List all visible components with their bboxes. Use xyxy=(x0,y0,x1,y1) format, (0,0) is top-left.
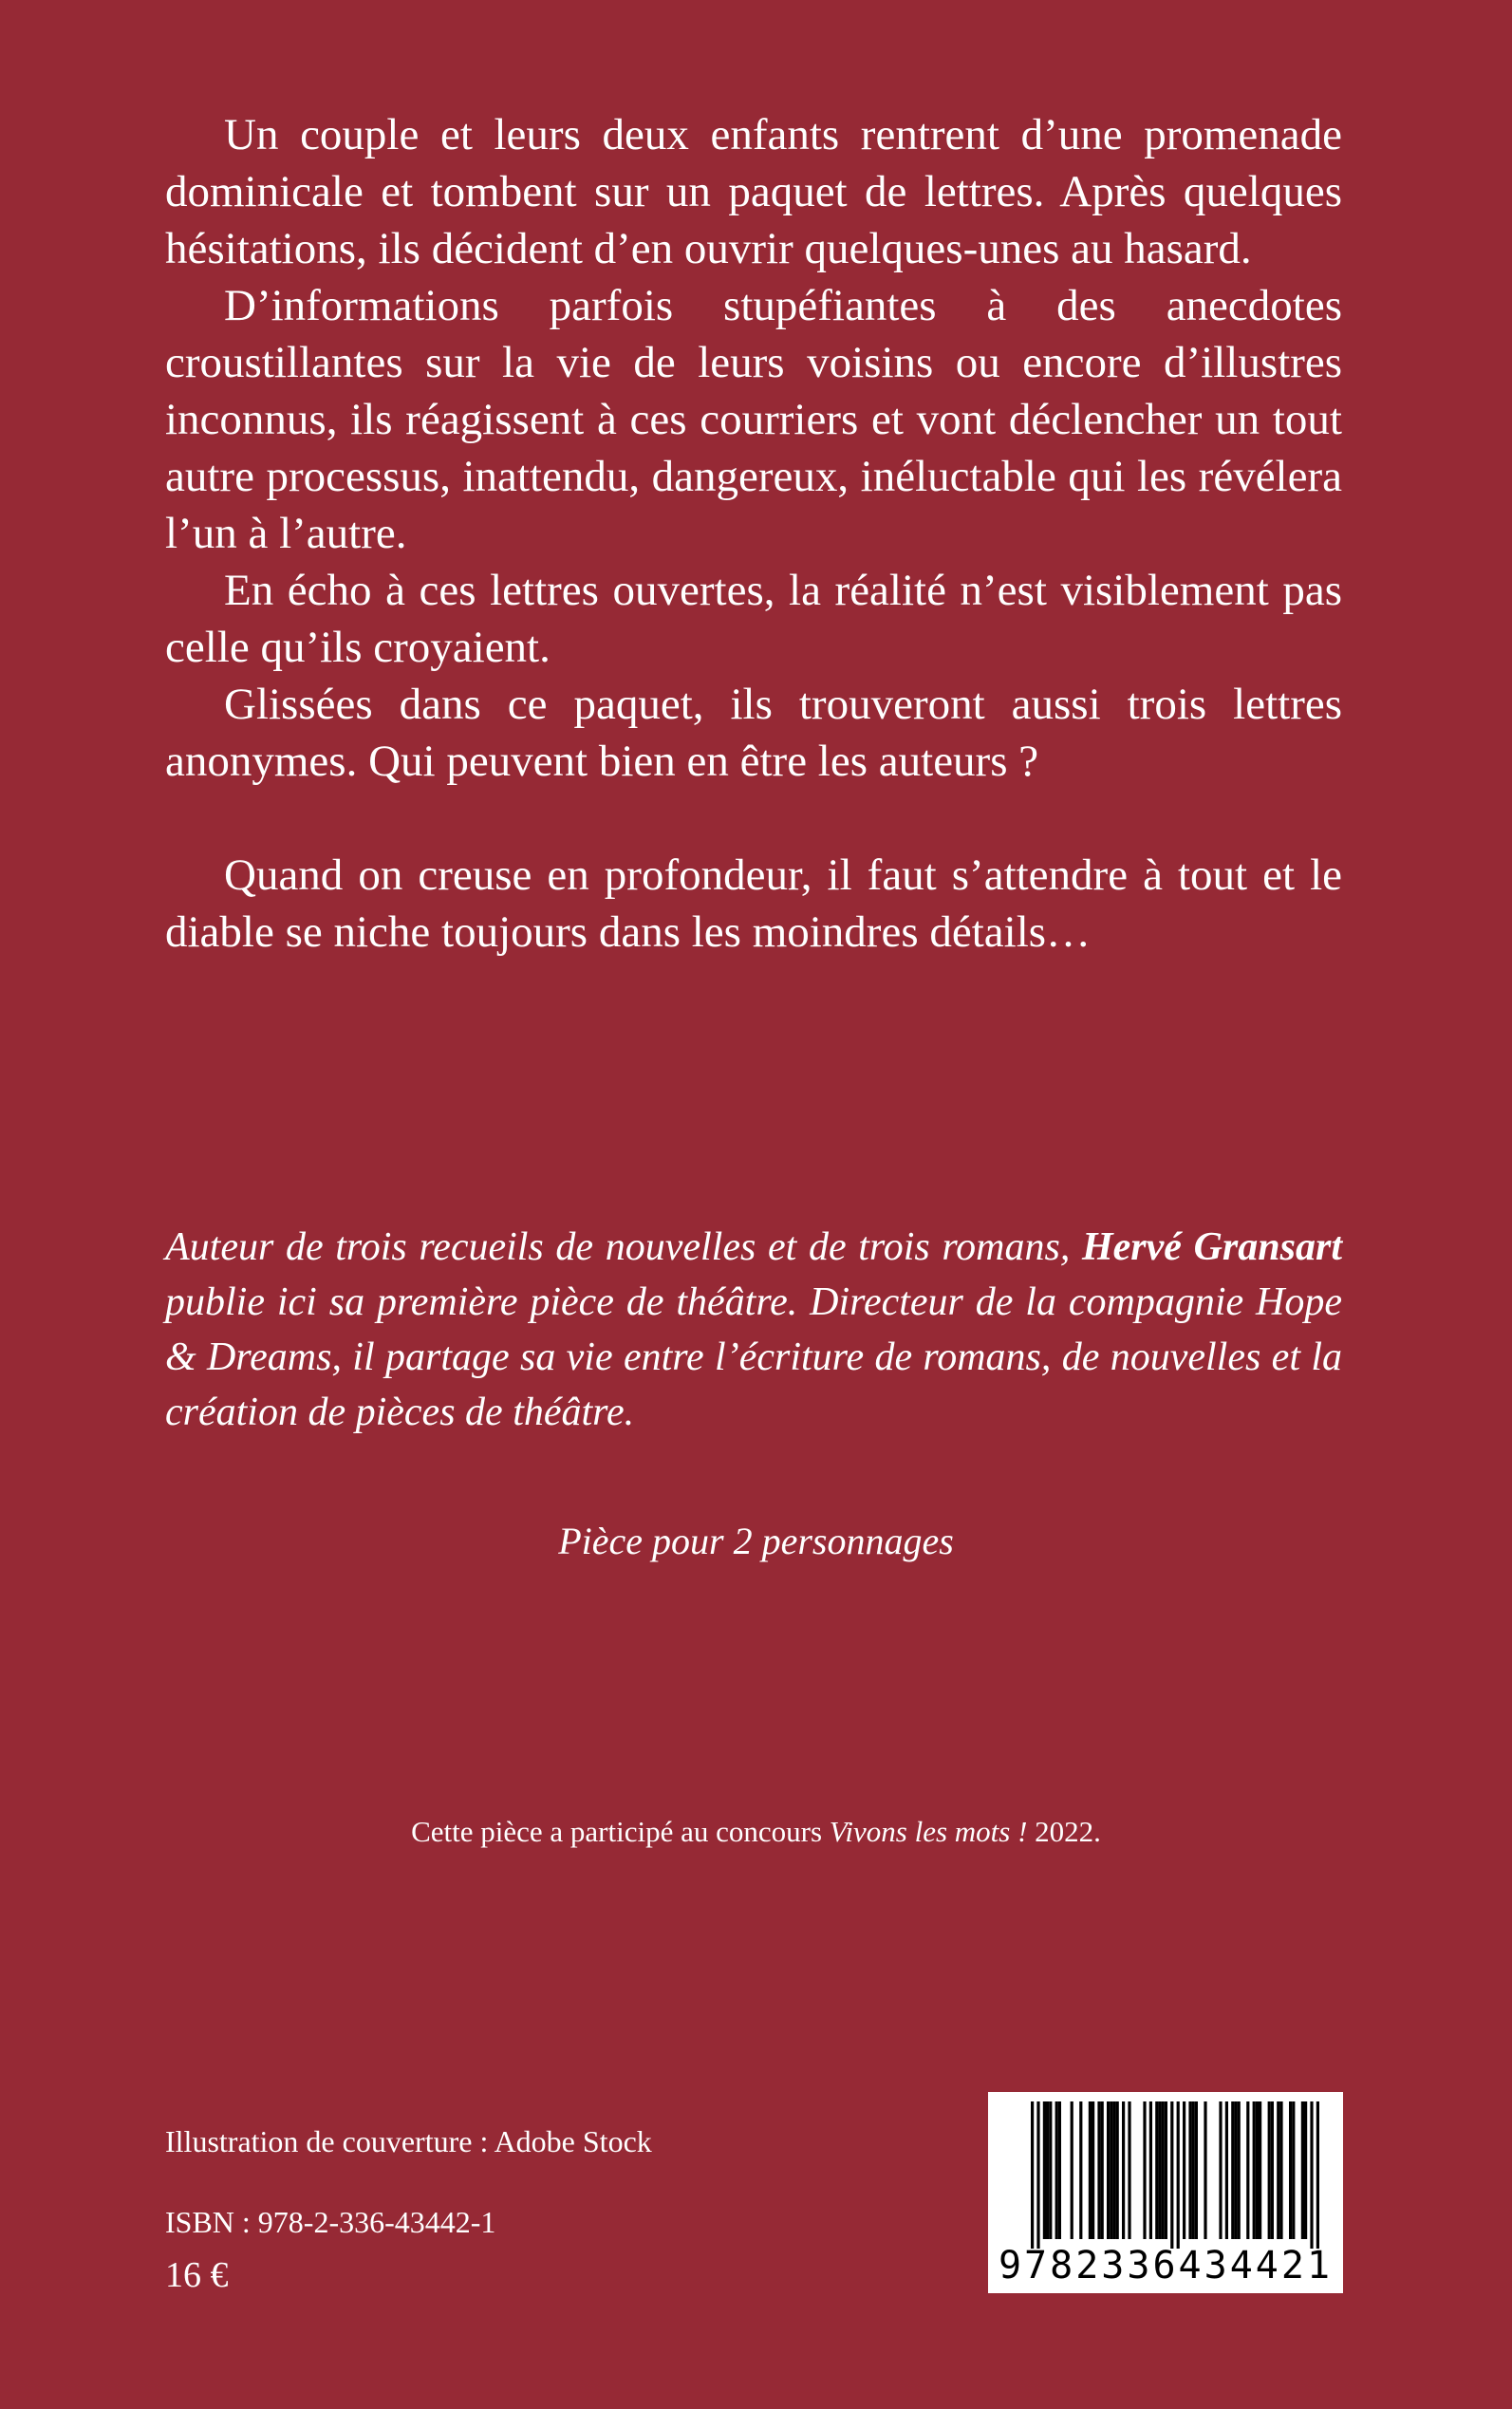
barcode-bar xyxy=(1043,2101,1046,2239)
barcode xyxy=(988,2092,1343,2293)
barcode-bar xyxy=(1188,2101,1191,2239)
barcode-bar xyxy=(1277,2101,1279,2239)
barcode-bar xyxy=(1219,2101,1222,2239)
barcode-bar xyxy=(1304,2101,1307,2239)
barcode-bar xyxy=(1110,2101,1112,2239)
barcode-bar xyxy=(1253,2101,1256,2239)
paragraph-gap xyxy=(165,790,1342,847)
blurb-paragraph-4: Glissées dans ce paquet, ils trouveront aussi trois lettres anonymes. Qui peuvent bien en être les auteurs ? xyxy=(165,680,1342,786)
barcode-bar xyxy=(1079,2101,1082,2239)
barcode-bar xyxy=(1238,2101,1241,2239)
barcode-bar xyxy=(1279,2101,1282,2239)
character-count: Pièce pour 2 personnages xyxy=(558,1520,954,1562)
barcode-bar xyxy=(1170,2101,1173,2249)
barcode-bar xyxy=(1234,2101,1237,2239)
barcode-bar xyxy=(1122,2101,1125,2239)
barcode-bar xyxy=(1143,2101,1146,2239)
author-bio xyxy=(165,1220,1342,1440)
barcode-bar xyxy=(1112,2101,1115,2239)
barcode-bar xyxy=(1246,2101,1249,2239)
barcode-bars xyxy=(988,2092,1343,2249)
barcode-bar xyxy=(1225,2101,1228,2239)
barcode-bar xyxy=(1268,2101,1271,2239)
barcode-bar xyxy=(1071,2101,1073,2239)
barcode-bar xyxy=(1310,2101,1313,2249)
barcode-bar xyxy=(1192,2101,1195,2239)
barcode-bar xyxy=(1097,2101,1100,2239)
blurb-paragraph-1: Un couple et leurs deux enfants rentrent d’une promenade dominicale et tombent sur un paquet de lettres. Après quelques hésitations, ils décident d’en ouvrir quelques-unes au hasard. xyxy=(165,110,1342,273)
barcode-bar xyxy=(1036,2101,1039,2249)
barcode-bar xyxy=(1183,2101,1185,2239)
barcode-bar xyxy=(1101,2101,1104,2239)
barcode-bar xyxy=(1289,2101,1292,2239)
barcode-bar xyxy=(1177,2101,1180,2249)
contest-note xyxy=(0,1815,1512,1849)
barcode-bar xyxy=(1292,2101,1295,2239)
barcode-bar xyxy=(1107,2101,1110,2239)
barcode-bar xyxy=(1301,2101,1304,2239)
barcode-bar xyxy=(1155,2101,1158,2239)
barcode-bar xyxy=(1089,2101,1092,2239)
barcode-bar xyxy=(1231,2101,1234,2239)
barcode-bar xyxy=(1158,2101,1161,2239)
barcode-bar xyxy=(1149,2101,1152,2239)
barcode-bar xyxy=(1055,2101,1058,2239)
barcode-bar xyxy=(1162,2101,1165,2239)
barcode-bar xyxy=(1204,2101,1206,2239)
blurb xyxy=(165,106,1342,961)
barcode-bar xyxy=(1128,2101,1130,2239)
barcode-bar xyxy=(1049,2101,1052,2239)
barcode-bar xyxy=(1046,2101,1049,2239)
contest-year: 2022. xyxy=(1027,1815,1101,1848)
author-bio-rest: publie ici sa première pièce de théâtre. Directeur de la compagnie Hope & Dreams, il partage sa vie entre l’écriture de romans, de nouvelles et la création de pièces de théâtre. xyxy=(165,1280,1342,1434)
blurb-paragraph-5: Quand on creuse en profondeur, il faut s’attendre à tout et le diable se niche toujours dans les moindres détails… xyxy=(165,850,1342,957)
barcode-bar xyxy=(1092,2101,1094,2239)
barcode-bar xyxy=(1165,2101,1167,2239)
isbn: ISBN : 978-2-336-43442-1 xyxy=(165,2205,496,2239)
barcode-bar xyxy=(1271,2101,1274,2239)
barcode-bar xyxy=(1259,2101,1261,2239)
barcode-bar xyxy=(1316,2101,1319,2249)
blurb-paragraph-2: D’informations parfois stupéfiantes à des anecdotes croustillantes sur la vie de leurs voisins ou encore d’illustres inconnus, ils réagissent à ces courriers et vont déclencher un tout autre processus, inattendu, dangereux, inéluctable qui les révélera l’un à l’autre. xyxy=(165,281,1342,558)
cover-credits: Illustration de couverture : Adobe Stock xyxy=(165,2124,652,2158)
author-bio-intro: Auteur de trois recueils de nouvelles et de trois romans, xyxy=(165,1225,1082,1269)
contest-title: Vivons les mots ! xyxy=(829,1815,1028,1848)
barcode-bar xyxy=(1195,2101,1198,2239)
barcode-digits: 9782336434421 xyxy=(998,2244,1334,2288)
blurb-paragraph-3: En écho à ces lettres ouvertes, la réalité n’est visiblement pas celle qu’ils croyaient. xyxy=(165,566,1342,672)
barcode-bar xyxy=(1031,2101,1034,2249)
contest-note-intro: Cette pièce a participé au concours xyxy=(411,1815,830,1848)
barcode-bar xyxy=(1116,2101,1119,2239)
barcode-bar xyxy=(1256,2101,1259,2239)
author-name: Hervé Gransart xyxy=(1082,1225,1342,1269)
price: 16 € xyxy=(165,2255,229,2295)
barcode-bar xyxy=(1058,2101,1061,2239)
